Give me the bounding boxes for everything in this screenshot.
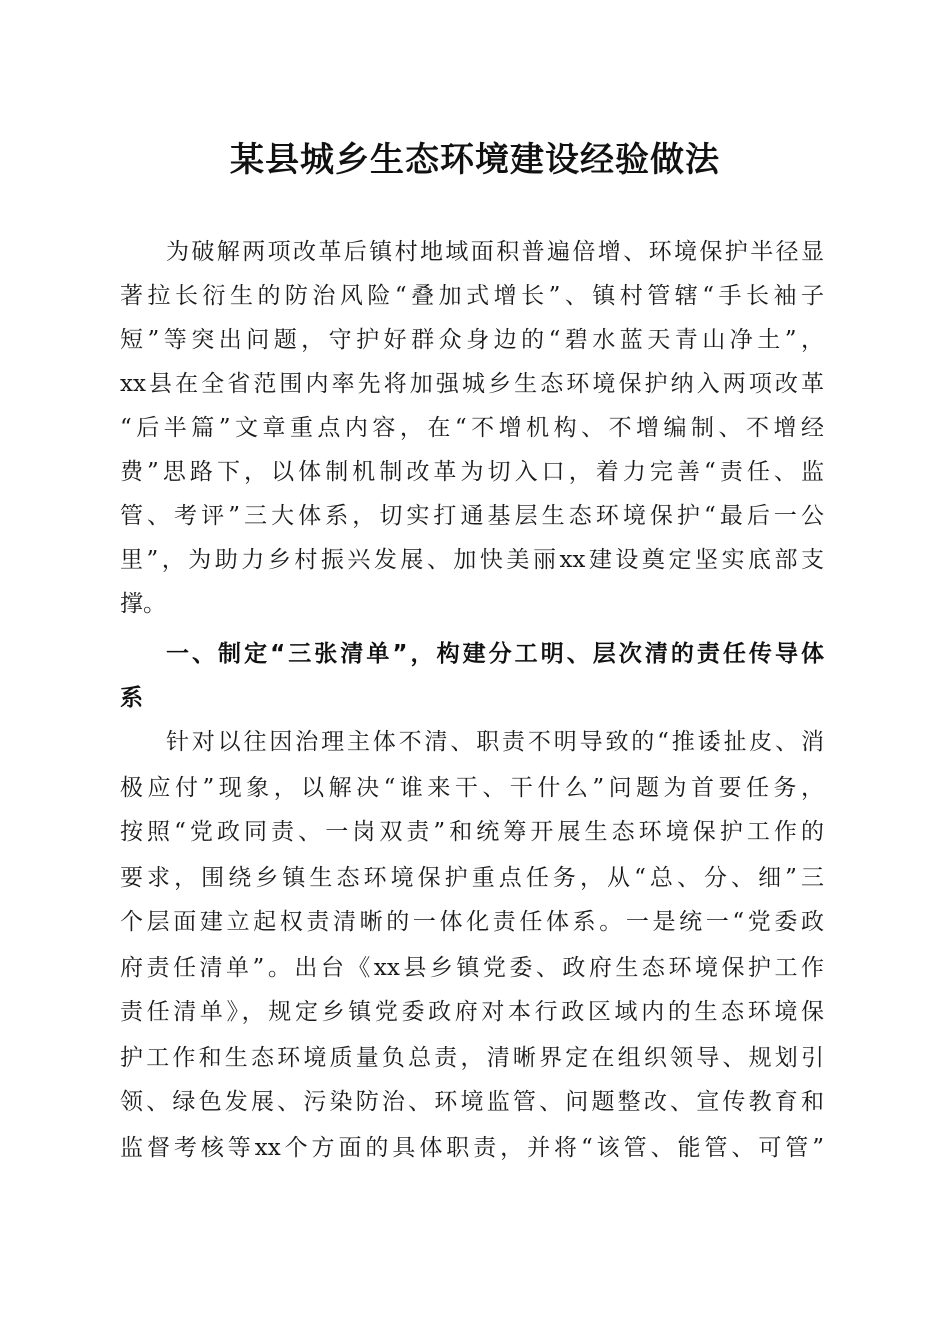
section-heading: 系	[120, 685, 143, 711]
section-body-line: 责任清单》，规定乡镇党委政府对本行政区域内的生态环境保	[120, 999, 824, 1025]
intro-line: 费”思路下，以体制机制改革为切入口，着力完善“责任、监	[120, 459, 824, 485]
intro-line: 著拉长衍生的防治风险“叠加式增长”、镇村管辖“手长袖子	[120, 283, 824, 309]
section-body-line: 极应付”现象，以解决“谁来干、干什么”问题为首要任务，	[120, 775, 824, 801]
intro-line: 管、考评”三大体系，切实打通基层生态环境保护“最后一公	[120, 503, 824, 529]
intro-line: xx县在全省范围内率先将加强城乡生态环境保护纳入两项改革	[120, 371, 824, 397]
intro-line: “后半篇”文章重点内容，在“不增机构、不增编制、不增经	[120, 415, 824, 441]
section-heading: 一、制定“三张清单”，构建分工明、层次清的责任传导体	[166, 641, 824, 667]
page-title: 某县城乡生态环境建设经验做法	[230, 140, 720, 180]
section-body-line: 监督考核等xx个方面的具体职责，并将“该管、能管、可管”	[120, 1135, 824, 1161]
section-body-line: 护工作和生态环境质量负总责，清晰界定在组织领导、规划引	[120, 1045, 824, 1071]
section-body-line: 领、绿色发展、污染防治、环境监管、问题整改、宣传教育和	[120, 1089, 824, 1115]
section-body-line: 个层面建立起权责清晰的一体化责任体系。一是统一“党委政	[120, 909, 824, 935]
intro-line: 撑。	[120, 591, 166, 617]
intro-line: 为破解两项改革后镇村地域面积普遍倍增、环境保护半径显	[166, 239, 824, 265]
section-body-line: 针对以往因治理主体不清、职责不明导致的“推诿扯皮、消	[166, 729, 824, 755]
intro-line: 短”等突出问题，守护好群众身边的“碧水蓝天青山净土”，	[120, 327, 824, 353]
section-body-line: 按照“党政同责、一岗双责”和统筹开展生态环境保护工作的	[120, 819, 824, 845]
section-body-line: 府责任清单”。出台《xx县乡镇党委、政府生态环境保护工作	[120, 955, 824, 981]
intro-line: 里”，为助力乡村振兴发展、加快美丽xx建设奠定坚实底部支	[120, 547, 824, 573]
section-body-line: 要求，围绕乡镇生态环境保护重点任务，从“总、分、细”三	[120, 865, 824, 891]
